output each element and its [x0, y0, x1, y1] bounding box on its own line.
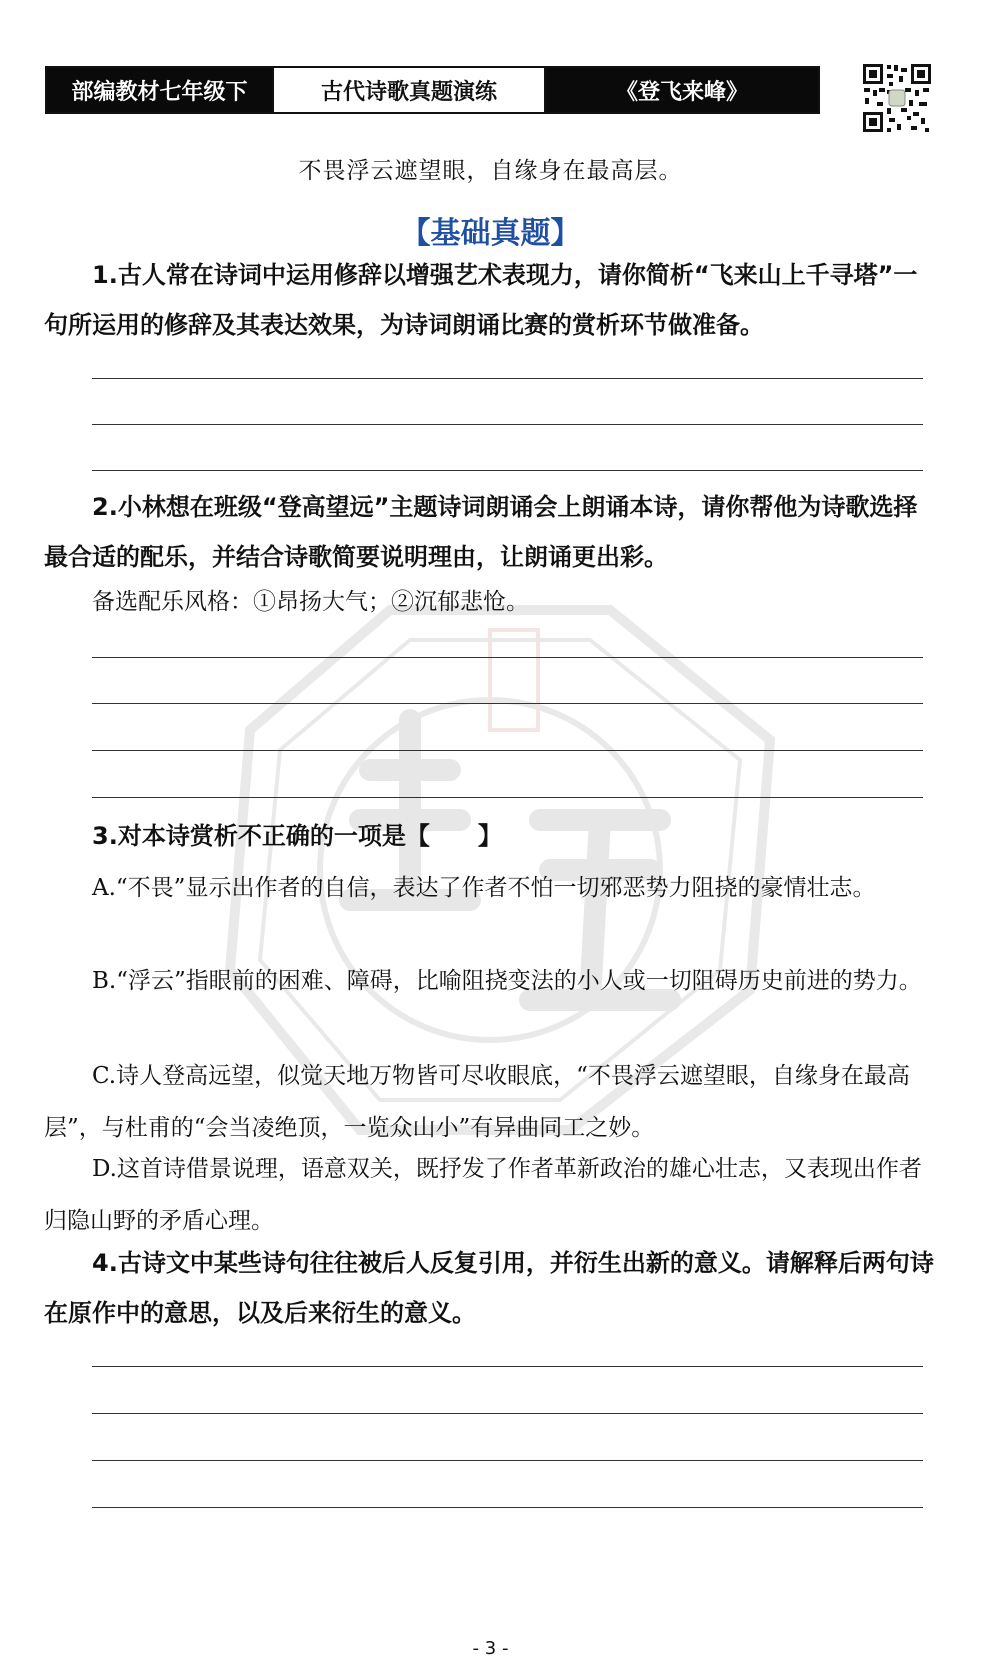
answer-line[interactable]: [92, 1413, 923, 1414]
question-3: 3.对本诗赏析不正确的一项是【 】: [92, 822, 502, 850]
qr-code-icon: [861, 62, 933, 134]
poem-quote: 不畏浮云遮望眼，自缘身在最高层。: [298, 158, 683, 184]
answer-line[interactable]: [92, 750, 923, 751]
answer-line[interactable]: [92, 1507, 923, 1508]
question-3-option-c[interactable]: C.诗人登高远望，似觉天地万物皆可尽收眼底，“不畏浮云遮望眼，自缘身在最高层”，与杜甫的“会当凌绝顶，一览众山小”有异曲同工之妙。: [44, 1063, 910, 1141]
answer-line[interactable]: [92, 657, 923, 658]
answer-line[interactable]: [92, 703, 923, 704]
question-2-options: 备选配乐风格：①昂扬大气；②沉郁悲怆。: [92, 589, 529, 615]
question-3-option-a[interactable]: A.“不畏”显示出作者的自信，表达了作者不怕一切邪恶势力阻挠的豪情壮志。: [92, 875, 876, 901]
question-3-option-b[interactable]: B.“浮云”指眼前的困难、障碍，比喻阻挠变法的小人或一切阻碍历史前进的势力。: [92, 968, 922, 994]
section-title: 【基础真题】: [400, 216, 581, 251]
answer-line[interactable]: [92, 797, 923, 798]
answer-line[interactable]: [92, 424, 923, 425]
answer-line[interactable]: [92, 1460, 923, 1461]
question-4: 4.古诗文中某些诗句往往被后人反复引用，并衍生出新的意义。请解释后两句诗在原作中的意思，以及后来衍生的意义。: [44, 1249, 934, 1327]
page-number: - 3 -: [472, 1638, 509, 1659]
header-bar: [45, 66, 820, 114]
answer-line[interactable]: [92, 1366, 923, 1367]
question-2: 2.小林想在班级“登高望远”主题诗词朗诵会上朗诵本诗，请你帮他为诗歌选择最合适的配乐，并结合诗歌简要说明理由，让朗诵更出彩。: [44, 493, 918, 571]
header-textbook: 部编教材七年级下: [47, 68, 272, 112]
question-1: 1.古人常在诗词中运用修辞以增强艺术表现力，请你简析“飞来山上千寻塔”一句所运用的修辞及其表达效果，为诗词朗诵比赛的赏析环节做准备。: [44, 261, 918, 339]
header-section: 古代诗歌真题演练: [272, 68, 546, 112]
answer-line[interactable]: [92, 470, 923, 471]
answer-line[interactable]: [92, 378, 923, 379]
question-3-option-d[interactable]: D.这首诗借景说理，语意双关，既抒发了作者革新政治的雄心壮志，又表现出作者归隐山野的矛盾心理。: [44, 1156, 922, 1234]
header-poem-title: 《登飞来峰》: [546, 68, 818, 112]
